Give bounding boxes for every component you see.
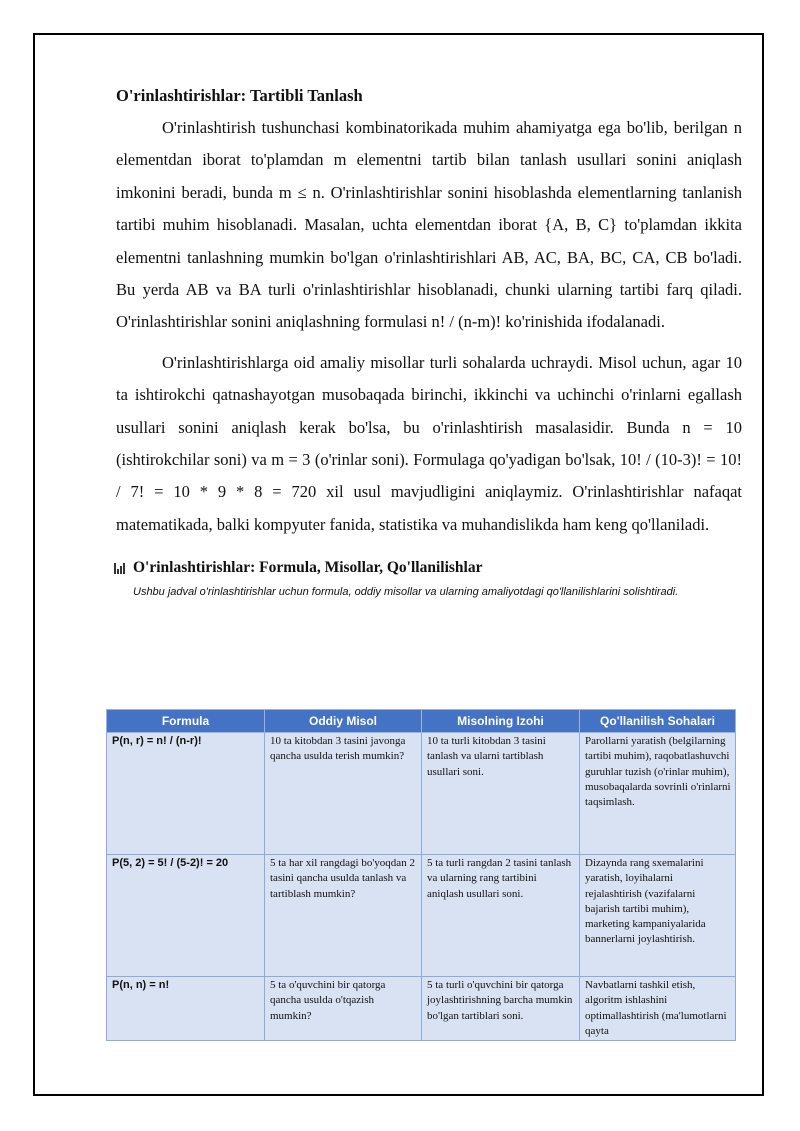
table-description: Ushbu jadval o'rinlashtirishlar uchun formula, oddiy misollar va ularning amaliyotdagi qo'llanilishlarini solishtiradi. [133,586,679,599]
cell-applications: Dizaynda rang sxemalarini yaratish, loyihalarni rejalashtirish (vazifalarni bajarish tartibi muhim), marketing kampaniyalarida bannerlarni joylashtirish. [580,855,736,977]
cell-formula: P(n, n) = n! [107,977,265,1041]
table-row [107,855,736,977]
header-applications: Qo'llanilish Sohalari [580,710,736,733]
paragraph-definition: O'rinlashtirish tushunchasi kombinatorikada muhim ahamiyatga ega bo'lib, berilgan n elementdan iborat to'plamdan m elementni tartib bilan tanlash usullari sonini aniqlash imkonini beradi, bunda m ≤ n. O'rinlashtirishlar sonini hisoblashda elementlarning tanlanish tartibi muhim hisoblanadi. Masalan, uchta elementdan iborat {A, B, C} to'plamdan ikkita elementni tanlashning mumkin bo'lgan o'rinlashtirishlari AB, AC, BA, BC, CA, CB bo'ladi. Bu yerda AB va BA turli o'rinlashtirishlar hisoblanadi, chunki ularning tartibi farq qiladi. O'rinlashtirishlar sonini aniqlashning formulasi n! / (n-m)! ko'rinishida ifodalanadi. [116,118,742,332]
cell-applications: Parollarni yaratish (belgilarning tartibi muhim), raqobatlashuvchi guruhlar tuzish (o'rinlar muhim), musobaqalarda sovrinli o'rinlarni taqsimlash. [580,733,736,855]
header-explanation: Misolning Izohi [422,710,580,733]
cell-explanation: 5 ta turli o'quvchini bir qatorga joylashtirishning barcha mumkin bo'lgan tartiblari soni. [422,977,580,1041]
cell-example: 5 ta o'quvchini bir qatorga qancha usulda o'tqazish mumkin? [265,977,422,1041]
cell-formula: P(n, r) = n! / (n-r)! [107,733,265,855]
cell-explanation: 10 ta turli kitobdan 3 tasini tanlash va ularni tartiblash usullari soni. [422,733,580,855]
paragraph-examples: O'rinlashtirishlarga oid amaliy misollar turli sohalarda uchraydi. Misol uchun, agar 10 ta ishtirokchi qatnashayotgan musobaqada birinchi, ikkinchi va uchinchi o'rinlarni egallash usullari sonini aniqlash kerak bo'lsa, bu o'rinlashtirish masalasidir. Bunda n = 10 (ishtirokchilar soni) va m = 3 (o'rinlar soni). Formulaga qo'yadigan bo'lsak, 10! / (10-3)! = 10! / 7! = 10 * 9 * 8 = 720 xil usul mavjudligini aniqlaymiz. O'rinlashtirishlar nafaqat matematikada, balki kompyuter fanida, statistika va muhandislikda ham keng qo'llaniladi. [116,352,742,534]
cell-applications: Navbatlarni tashkil etish, algoritm ishlashini optimallashtirish (ma'lumotlarni qayta [580,977,736,1041]
cell-formula: P(5, 2) = 5! / (5-2)! = 20 [107,855,265,977]
cell-example: 10 ta kitobdan 3 tasini javonga qancha usulda terish mumkin? [265,733,422,855]
table-caption [114,559,742,577]
table-caption-text: O'rinlashtirishlar: Formula, Misollar, Qo'llanilishlar [133,559,483,577]
cell-explanation: 5 ta turli rangdan 2 tasini tanlash va ularning rang tartibini aniqlash usullari soni. [422,855,580,977]
bar-chart-icon [114,562,126,574]
document-title: O'rinlashtirishlar: Tartibli Tanlash [116,86,363,105]
table-row [107,977,736,1041]
cell-example: 5 ta har xil rangdagi bo'yoqdan 2 tasini qancha usulda tanlash va tartiblash mumkin? [265,855,422,977]
table-row [107,733,736,855]
header-example: Oddiy Misol [265,710,422,733]
table-header-row [107,710,736,733]
permutations-table [106,709,736,1041]
header-formula: Formula [107,710,265,733]
document-body [116,86,742,606]
